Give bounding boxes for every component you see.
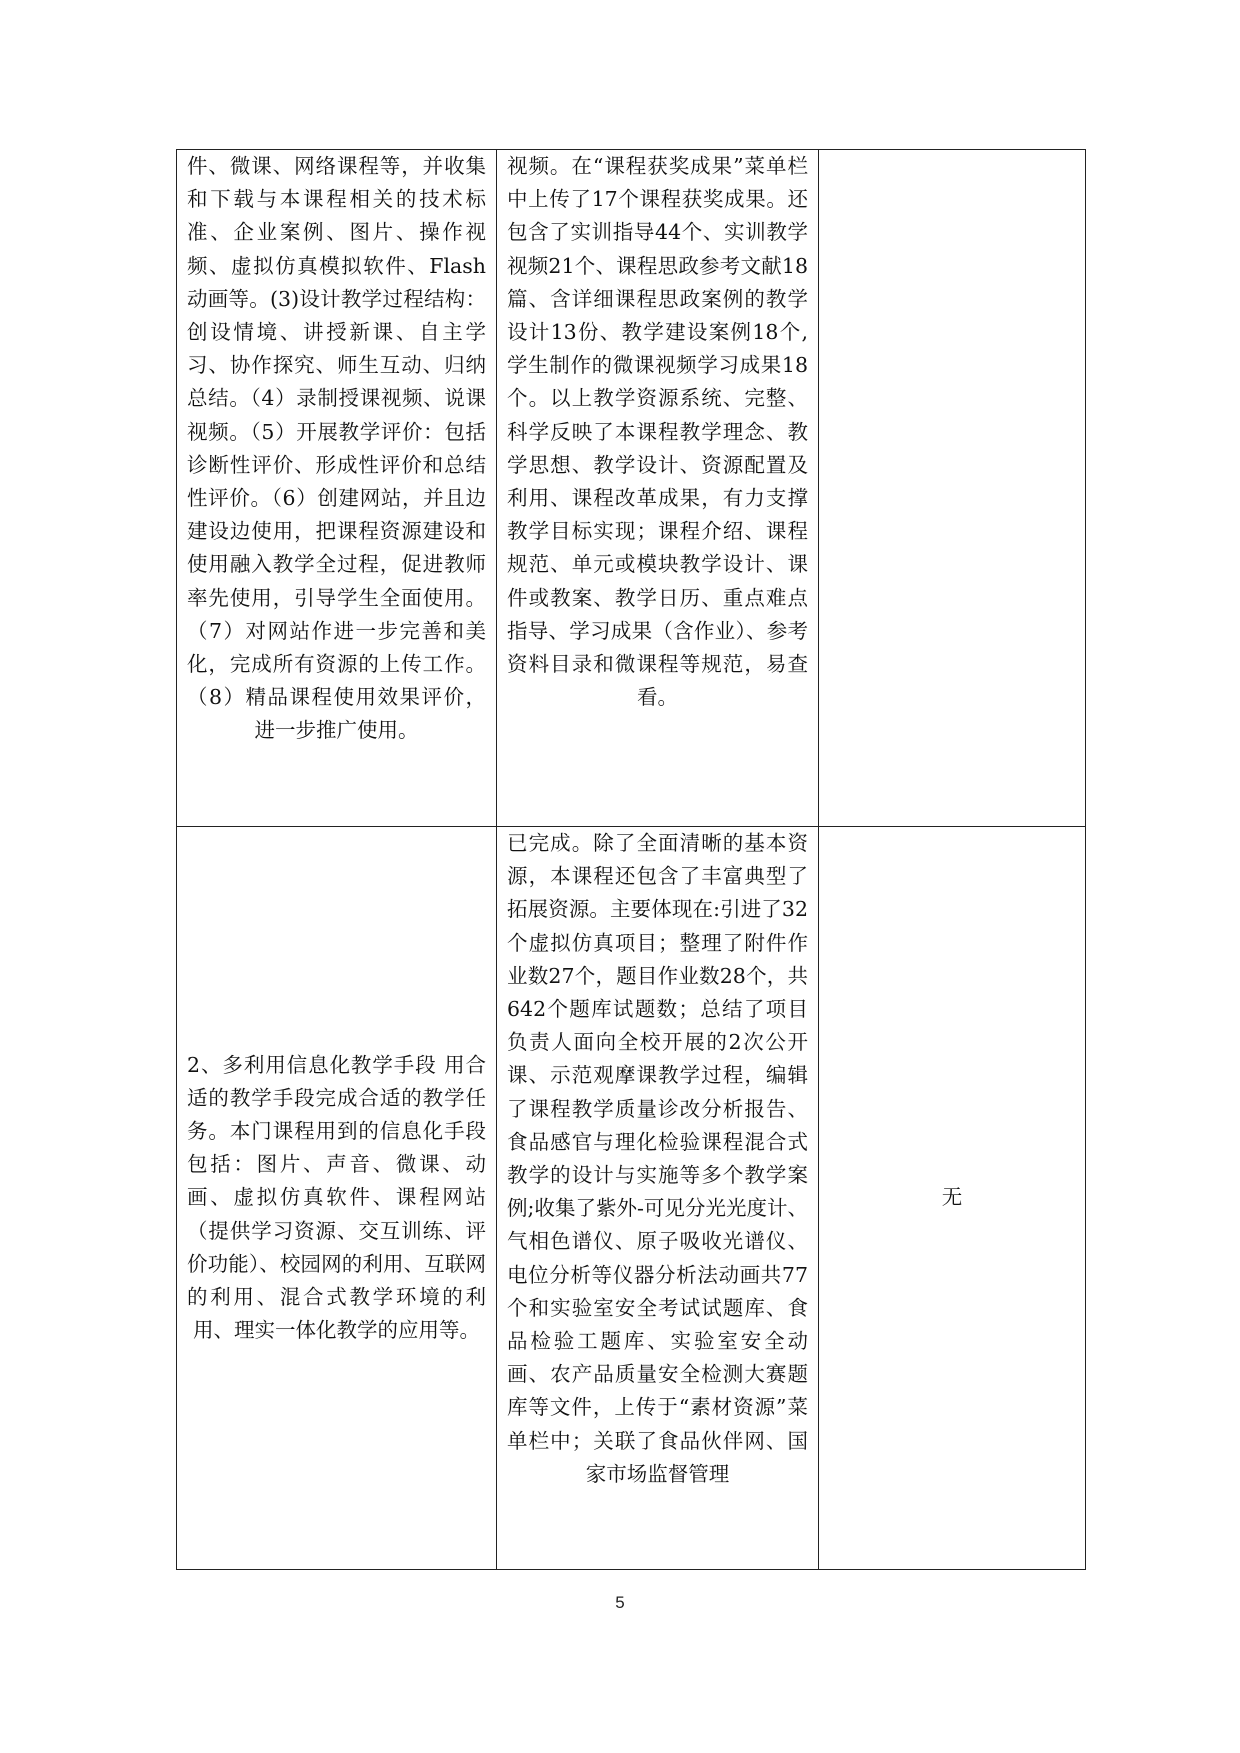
remarks-cell [819, 150, 1086, 827]
completion-text: 视频。在“课程获奖成果”菜单栏中上传了17个课程获奖成果。还包含了实训指导44个、实训教学视频21个、课程思政参考文献18篇、含详细课程思政案例的教学设计13份、教学建设案例18个,学生制作的微课视频学习成果18个。以上教学资源系统、完整、科学反映了本课程教学理念、教学思想、教学设计、资源配置及利用、课程改革成果，有力支撑教学目标实现；课程介绍、课程规范、单元或模块教学设计、课件或教案、教学日历、重点难点指导、学习成果（含作业）、参考资料目录和微课程等规范，易查看。 [507, 154, 808, 710]
completion-cell [497, 827, 819, 1570]
completion-text: 已完成。除了全面清晰的基本资源，本课程还包含了丰富典型了拓展资源。主要体现在:引进了32个虚拟仿真项目；整理了附件作业数27个，题目作业数28个，共642个题库试题数；总结了项目负责人面向全校开展的2次公开课、示范观摩课教学过程，编辑了课程教学质量诊改分析报告、食品感官与理化检验课程混合式教学的设计与实施等多个教学案例;收集了紫外-可见分光光度计、气相色谱仪、原子吸收光谱仪、电位分析等仪器分析法动画共77个和实验室安全考试试题库、食品检验工题库、实验室安全动画、农产品质量安全检测大赛题库等文件，上传于“素材资源”菜单栏中；关联了食品伙伴网、国家市场监督管理 [507, 831, 808, 1486]
remarks-cell [819, 827, 1086, 1570]
progress-table [176, 149, 1086, 1570]
measures-text: 2、多利用信息化教学手段 用合适的教学手段完成合适的教学任务。本门课程用到的信息化手段包括：图片、声音、微课、动画、虚拟仿真软件、课程网站（提供学习资源、交互训练、评价功能）、校园网的利用、互联网的利用、混合式教学环境的利用、理实一体化教学的应用等。 [187, 1052, 486, 1343]
page-number: 5 [615, 1593, 625, 1612]
measures-cell [177, 827, 497, 1570]
measures-cell [177, 150, 497, 827]
table-row [177, 150, 1086, 827]
measures-text: 件、微课、网络课程等，并收集和下载与本课程相关的技术标准、企业案例、图片、操作视频、虚拟仿真模拟软件、Flash动画等。(3)设计教学过程结构：创设情境、讲授新课、自主学习、协作探究、师生互动、归纳总结。（4）录制授课视频、说课视频。（5）开展教学评价：包括诊断性评价、形成性评价和总结性评价。（6）创建网站，并且边建设边使用，把课程资源建设和使用融入教学全过程，促进教师率先使用，引导学生全面使用。（7）对网站作进一步完善和美化，完成所有资源的上传工作。 （8）精品课程使用效果评价，进一步推广使用。 [187, 154, 486, 743]
completion-cell [497, 150, 819, 827]
remarks-text: 无 [941, 1185, 963, 1210]
table-row [177, 827, 1086, 1570]
